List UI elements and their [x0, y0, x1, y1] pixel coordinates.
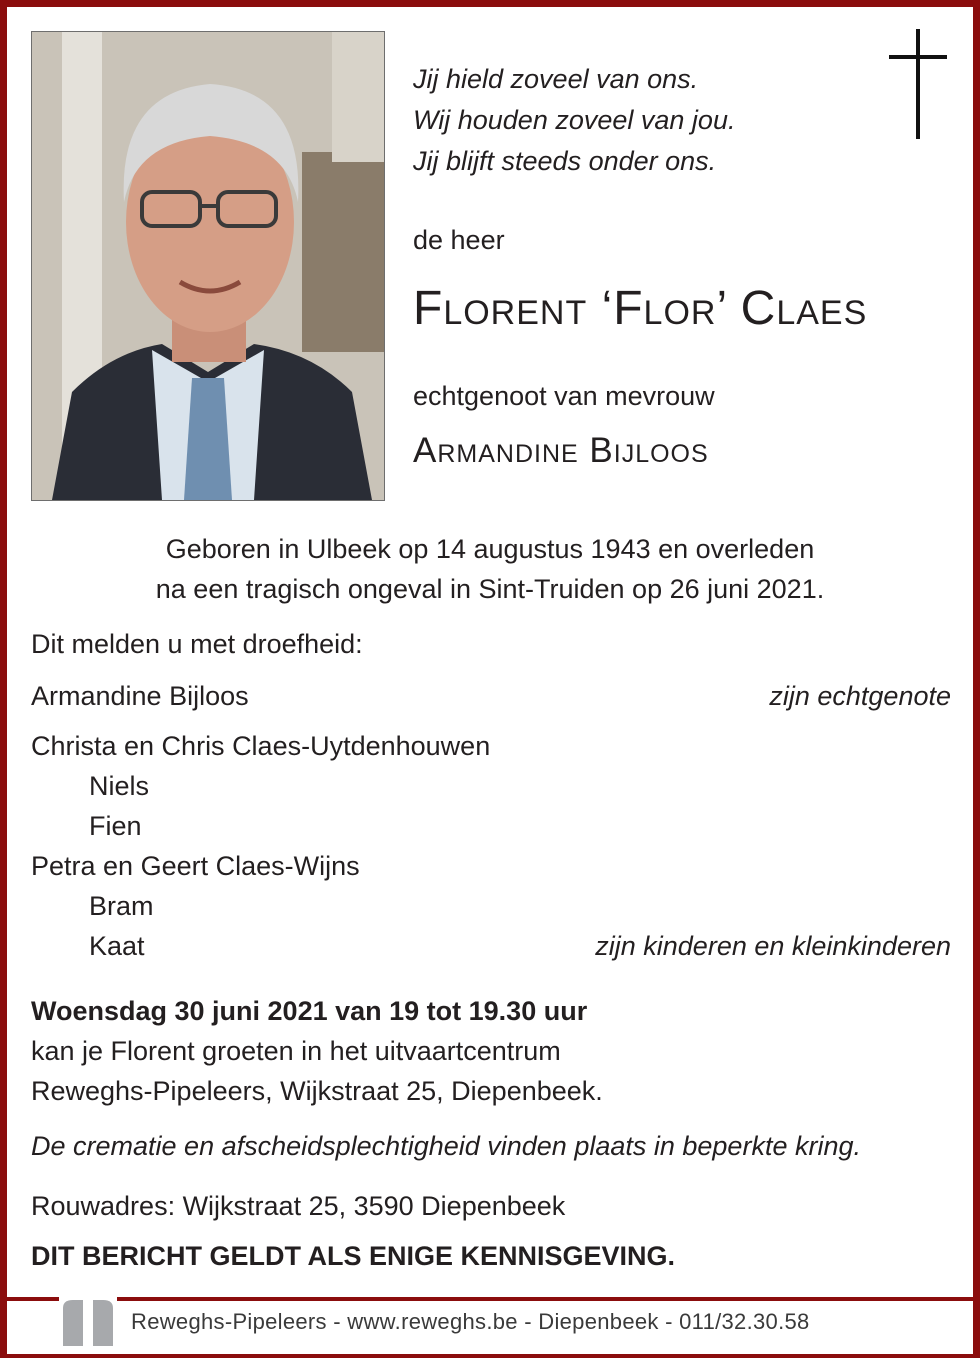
spouse-name: Armandine Bijloos — [413, 431, 709, 470]
family-name: Bram — [89, 891, 154, 921]
family-row — [31, 681, 951, 721]
visitation-line: kan je Florent groeten in het uitvaartcentrum — [31, 1036, 561, 1066]
official-notice: DIT BERICHT GELDT ALS ENIGE KENNISGEVING. — [31, 1241, 676, 1271]
family-name: Niels — [89, 771, 150, 801]
family-name: Petra en Geert Claes-Wijns — [31, 851, 360, 881]
visitation-line: Reweghs-Pipeleers, Wijkstraat 25, Diepenbeek. — [31, 1076, 603, 1106]
death-line: na een tragisch ongeval in Sint-Truiden op 26 juni 2021. — [155, 574, 825, 604]
family-name: Kaat — [89, 931, 145, 961]
announcers-label: Dit melden u met droefheid: — [31, 629, 363, 659]
family-relation: zijn echtgenote — [769, 681, 951, 711]
poem-line: Jij hield zoveel van ons. — [413, 64, 699, 94]
poem-line: Jij blijft steeds onder ons. — [413, 146, 717, 176]
memorial-poem — [413, 59, 833, 182]
title-prefix: de heer — [413, 225, 505, 255]
birth-line: Geboren in Ulbeek op 14 augustus 1943 en overleden — [165, 534, 815, 564]
family-relation: zijn kinderen en kleinkinderen — [595, 931, 951, 961]
family-row — [31, 931, 951, 971]
funeral-home-logo — [59, 1294, 117, 1346]
mourning-address: Rouwadres: Wijkstraat 25, 3590 Diepenbeek — [31, 1191, 566, 1221]
birth-death-text — [7, 529, 973, 609]
footer-divider — [7, 1297, 973, 1301]
family-name: Fien — [89, 811, 142, 841]
family-row — [31, 851, 951, 891]
cross-icon — [889, 29, 949, 139]
spouse-label: echtgenoot van mevrouw — [413, 381, 715, 411]
portrait-photo — [31, 31, 385, 501]
footer-contact: Reweghs-Pipeleers - www.reweghs.be - Diepenbeek - 011/32.30.58 — [131, 1309, 810, 1334]
family-row — [31, 811, 951, 851]
visitation-when: Woensdag 30 juni 2021 van 19 tot 19.30 uur — [31, 996, 588, 1026]
visitation-info — [31, 991, 603, 1111]
family-name: Armandine Bijloos — [31, 681, 249, 711]
deceased-name: Florent ‘Flor’ Claes — [413, 282, 868, 335]
family-row — [31, 731, 951, 771]
family-name: Christa en Chris Claes-Uytdenhouwen — [31, 731, 491, 761]
family-row — [31, 771, 951, 811]
family-row — [31, 891, 951, 931]
cremation-note: De crematie en afscheidsplechtigheid vinden plaats in beperkte kring. — [31, 1131, 861, 1161]
poem-line: Wij houden zoveel van jou. — [413, 105, 736, 135]
